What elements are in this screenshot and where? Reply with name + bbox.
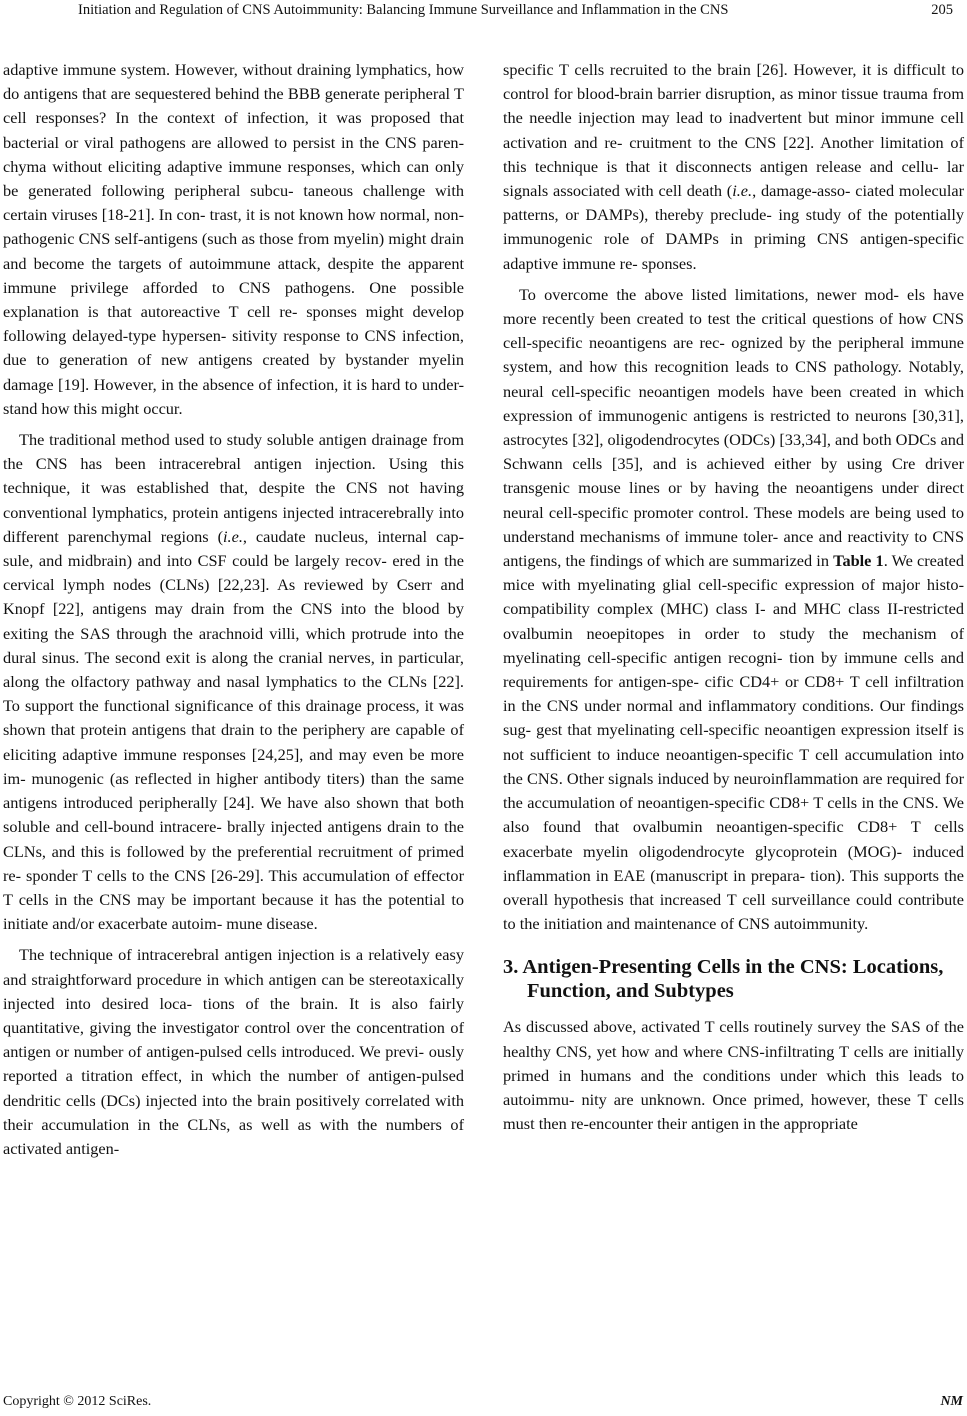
text-run: To overcome the above listed limitations, newer mod- els have more recently been created to test the critical questions of how CNS cell-specific neoantigens are rec- ognized by the peripheral immune system, and how this recognition leads to CNS pathology. Notably, neural cell-specific neoantigen models have been created in which expression of immunogenic antigens is restricted to neurons [30,31], astrocytes [32], oligodendrocytes (ODCs) [33,34], and both ODCs and Schwann cells [35], and is achieved either by using Cre driver transgenic mouse lines or by having the neoantigens under direct neural cell-specific promoter control. These models are being used to understand mechanisms of immune toler- ance and reactivity to CNS antigens, the findings of which are summarized in — [503, 284, 964, 571]
italic-abbreviation: i.e. — [732, 181, 753, 201]
running-title: Initiation and Regulation of CNS Autoimmunity: Balancing Immune Surveillance and Inflammation in the CNS — [78, 2, 729, 18]
text-run: , damage-asso- ciated molecular patterns, or DAMPs), thereby preclude- ing study of the potentially immunogenic role of DAMPs in priming CNS antigen-specific adaptive immune re- sponses. — [503, 181, 964, 273]
running-header — [0, 2, 967, 24]
paragraph — [3, 428, 464, 936]
paragraph: adaptive immune system. However, without draining lymphatics, how do antigens that are sequestered behind the BBB generate peripheral T cell responses? In the context of infection, it was proposed that bacterial or viral pathogens are allowed to persist in the CNS paren- chyma without eliciting adaptive immune responses, which can only be generated following peripheral subcu- taneous challenge with certain viruses [18-21]. In con- trast, it is not known how normal, non-pathogenic CNS self-antigens (such as those from myelin) might drain and become the targets of autoimmune attack, despite the apparent immune privilege afforded to CNS pathogens. One possible explanation is that autoreactive T cell re- sponses might develop following delayed-type hypersen- sitivity response to CNS infection, due to generation of new antigens created by bystander myelin damage [19]. However, in the absence of infection, it is hard to under- stand how this might occur. — [3, 60, 464, 418]
paragraph: As discussed above, activated T cells routinely survey the SAS of the healthy CNS, yet how and where CNS-infiltrating T cells are initially primed in humans and the conditions under which this leads to autoimmu- nity are unknown. Once primed, however, these T cells must then re-encounter their antigen in the appropriate — [503, 1017, 964, 1134]
paragraph: The technique of intracerebral antigen injection is a relatively easy and straightforward procedure in which antigen can be stereotaxically injected into desired loca- tions of the brain. It is also fairly quantitative, giving the investigator control over the concentration of antigen or number of antigen-pulsed cells introduced. We previ- ously reported a titration effect, in which the number of antigen-pulsed dendritic cells (DCs) injected into the brain positively correlated with their accumulation in the CLNs, as well as with the numbers of activated antigen- — [3, 945, 464, 1158]
italic-abbreviation: i.e. — [223, 526, 243, 546]
table-reference: Table 1 — [833, 551, 884, 571]
right-column — [503, 58, 964, 1136]
left-column — [3, 58, 464, 1161]
copyright-notice: Copyright © 2012 SciRes. — [3, 1394, 152, 1409]
text-run: specific T cells recruited to the brain [26]. However, it is difficult to control for blood-brain barrier disruption, as minor tissue trauma from the needle injection may lead to inadvertent but minor immune cell activation and re- cruitment to the CNS [22]. Another limitation of this technique is that it disconnects antigen release and cellu- lar signals associated with cell death ( — [503, 60, 964, 201]
section-heading: 3. Antigen-Presenting Cells in the CNS: Locations, Function, and Subtypes — [503, 956, 944, 1003]
paragraph — [503, 283, 964, 936]
paragraph — [503, 58, 964, 276]
page-number: 205 — [931, 2, 953, 18]
text-run: , caudate nucleus, internal cap- sule, and midbrain) and into CSF could be largely recov- ered in the cervical lymph nodes (CLNs) [22,23]. As reviewed by Cserr and Knopf [22], antigens may drain from the CNS into the blood by exiting the SAS through the arachnoid villi, which protrude into the dural sinus. The second exit is along the cranial nerves, in particular, along the olfactory pathway and nasal lymphatics to the CLNs [22]. To support the functional significance of this drainage process, it was shown that protein antigens that drain to the periphery are capable of eliciting adaptive immune responses [24,25], and may even be more im- munogenic (as reflected in higher antibody titers) than the same antigens introduced peripherally [24]. We have also shown that both soluble and cell-bound intracere- brally injected antigens drain to the CLNs, and this is followed by the preferential recruitment of primed re- sponder T cells to the CNS [26-29]. This accumulation of effector T cells in the CNS may be important because it has the potential to initiate and/or exacerbate autoim- mune disease. — [3, 526, 464, 934]
text-run: The traditional method used to study soluble antigen drainage from the CNS has been intracerebral antigen injection. Using this technique, it was established that, despite the CNS not having conventional lymphatics, protein antigens injected intracerebrally into different parenchymal regions ( — [3, 430, 464, 546]
journal-abbreviation: NM — [940, 1394, 963, 1409]
text-run: . We created mice with myelinating glial cell-specific expression of major histo- compatibility complex (MHC) class I- and MHC class II-restricted ovalbumin neoepitopes in order to study the mechanism of myelinating cell-specific antigen recogni- tion by immune cells and requirements for antigen-spe- cific CD4+ or CD8+ T cell infiltration in the CNS under normal and inflammatory conditions. Our findings sug- gest that myelinating cell-specific neoantigen expression itself is not sufficient to induce neoantigen-specific T cell accumulation into the CNS. Other signals induced by neuroinflammation are required for the accumulation of neoantigen-specific CD8+ T cells in the CNS. We also found that ovalbumin neoantigen-specific CD8+ T cells exacerbate myelin oligodendrocyte glycoprotein (MOG)- induced inflammation in EAE (manuscript in prepara- tion). This supports the overall hypothesis that increased T cell surveillance could contribute to the initiation and maintenance of CNS autoimmunity. — [503, 551, 965, 934]
